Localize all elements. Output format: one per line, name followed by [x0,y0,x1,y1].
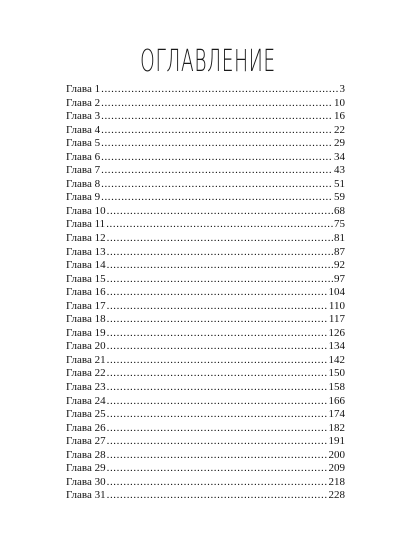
dot-leader [107,435,328,449]
toc-entry-label: Глава 5 [66,137,101,150]
toc-entry-label: Глава 7 [66,164,101,177]
toc-entry-page-number: 158 [328,381,345,394]
toc-entry-label: Глава 23 [66,381,106,394]
toc-entry-label: Глава 8 [66,177,101,190]
toc-entry-page-number: 110 [328,299,345,312]
toc-entry-page-number: 104 [328,286,345,299]
toc-entry [66,381,345,395]
toc-entry-page-number: 3 [339,83,345,95]
dot-leader [107,367,328,381]
toc-entry [66,286,345,300]
dot-leader [101,97,333,111]
toc-entry-label: Глава 19 [66,326,106,339]
toc-entry [66,259,345,273]
dot-leader [107,408,328,422]
toc-entry-label: Глава 25 [66,408,106,421]
toc-entry [66,273,345,287]
toc-entry-page-number: 126 [328,326,345,339]
toc-entry [66,124,345,138]
dot-leader [101,178,333,192]
toc-entry [66,422,345,436]
toc-entry-page-number: 29 [334,137,345,150]
toc-entry-page-number: 87 [334,245,345,258]
toc-entry-label: Глава 2 [66,96,101,109]
toc-entry [66,205,345,219]
toc-entry-page-number: 10 [334,96,345,109]
toc-entry-label: Глава 16 [66,286,106,299]
dot-leader [107,462,328,476]
toc-entry-label: Глава 26 [66,421,106,434]
toc-entry-label: Глава 31 [66,489,106,502]
toc-entry-label: Глава 13 [66,245,106,258]
toc-entry [66,354,345,368]
toc-entry-label: Глава 11 [66,218,106,231]
dot-leader [107,286,328,300]
toc-entry-label: Глава 12 [66,232,106,245]
toc-entry-label: Глава 30 [66,475,106,488]
toc-entry [66,300,345,314]
toc-entry-label: Глава 6 [66,150,101,163]
toc-entry [66,97,345,111]
dot-leader [107,259,333,273]
toc-entry-page-number: 142 [328,353,345,366]
toc-entry-label: Глава 14 [66,259,106,272]
toc-entry-label: Глава 21 [66,353,106,366]
dot-leader [101,164,333,178]
toc-entry-label: Глава 15 [66,272,106,285]
dot-leader [107,381,328,395]
toc-entry [66,151,345,165]
toc-entry-label: Глава 20 [66,340,106,353]
table-of-contents [66,83,345,503]
toc-entry-label: Глава 18 [66,313,106,326]
toc-entry-page-number: 174 [328,408,345,421]
toc-entry-page-number: 191 [328,435,345,448]
toc-entry [66,489,345,503]
toc-entry-page-number: 150 [328,367,345,380]
dot-leader [107,422,328,436]
toc-entry-label: Глава 3 [66,110,101,123]
toc-entry [66,327,345,341]
dot-leader [107,273,333,287]
toc-entry-page-number: 218 [328,475,345,488]
toc-entry-page-number: 166 [328,394,345,407]
toc-entry [66,367,345,381]
dot-leader [107,449,328,463]
toc-entry [66,449,345,463]
toc-entry [66,435,345,449]
toc-entry-label: Глава 10 [66,204,106,217]
dot-leader [101,151,333,165]
dot-leader [107,232,333,246]
toc-entry-label: Глава 17 [66,299,106,312]
dot-leader [101,191,333,205]
dot-leader [106,218,333,232]
toc-entry-page-number: 209 [328,462,345,475]
toc-entry [66,191,345,205]
toc-entry-label: Глава 1 [66,83,101,95]
toc-entry-label: Глава 29 [66,462,106,475]
toc-entry-label: Глава 9 [66,191,101,204]
dot-leader [107,340,328,354]
toc-entry [66,246,345,260]
dot-leader [107,313,328,327]
dot-leader [107,489,328,503]
toc-entry-page-number: 68 [334,204,345,217]
dot-leader [107,300,328,314]
toc-entry [66,395,345,409]
toc-entry-label: Глава 22 [66,367,106,380]
toc-entry-page-number: 43 [334,164,345,177]
dot-leader [107,476,328,490]
toc-entry-page-number: 75 [334,218,345,231]
toc-entry-page-number: 51 [334,177,345,190]
toc-entry-page-number: 228 [328,489,345,502]
toc-entry-page-number: 134 [328,340,345,353]
toc-entry-label: Глава 4 [66,123,101,136]
dot-leader [107,354,328,368]
dot-leader [107,395,328,409]
toc-entry-label: Глава 24 [66,394,106,407]
toc-entry [66,178,345,192]
toc-entry-page-number: 16 [334,110,345,123]
dot-leader [107,205,333,219]
toc-entry [66,232,345,246]
toc-entry-page-number: 182 [328,421,345,434]
toc-entry-label: Глава 28 [66,448,106,461]
toc-entry-page-number: 59 [334,191,345,204]
dot-leader [101,124,333,138]
toc-entry-label: Глава 27 [66,435,106,448]
dot-leader [101,83,338,97]
toc-entry [66,218,345,232]
toc-entry [66,83,345,97]
toc-entry-page-number: 200 [328,448,345,461]
toc-entry [66,408,345,422]
dot-leader [101,110,333,124]
toc-entry [66,476,345,490]
toc-entry-page-number: 97 [334,272,345,285]
toc-entry [66,462,345,476]
dot-leader [107,246,333,260]
toc-entry [66,340,345,354]
toc-entry-page-number: 92 [334,259,345,272]
toc-entry-page-number: 34 [334,150,345,163]
toc-entry [66,164,345,178]
dot-leader [101,137,333,151]
toc-entry-page-number: 117 [328,313,345,326]
toc-entry [66,137,345,151]
toc-entry-page-number: 22 [334,123,345,136]
dot-leader [107,327,328,341]
toc-entry [66,110,345,124]
page-title: ОГЛАВЛЕНИЕ [140,44,276,79]
toc-entry-page-number: 81 [334,232,345,245]
toc-entry [66,313,345,327]
